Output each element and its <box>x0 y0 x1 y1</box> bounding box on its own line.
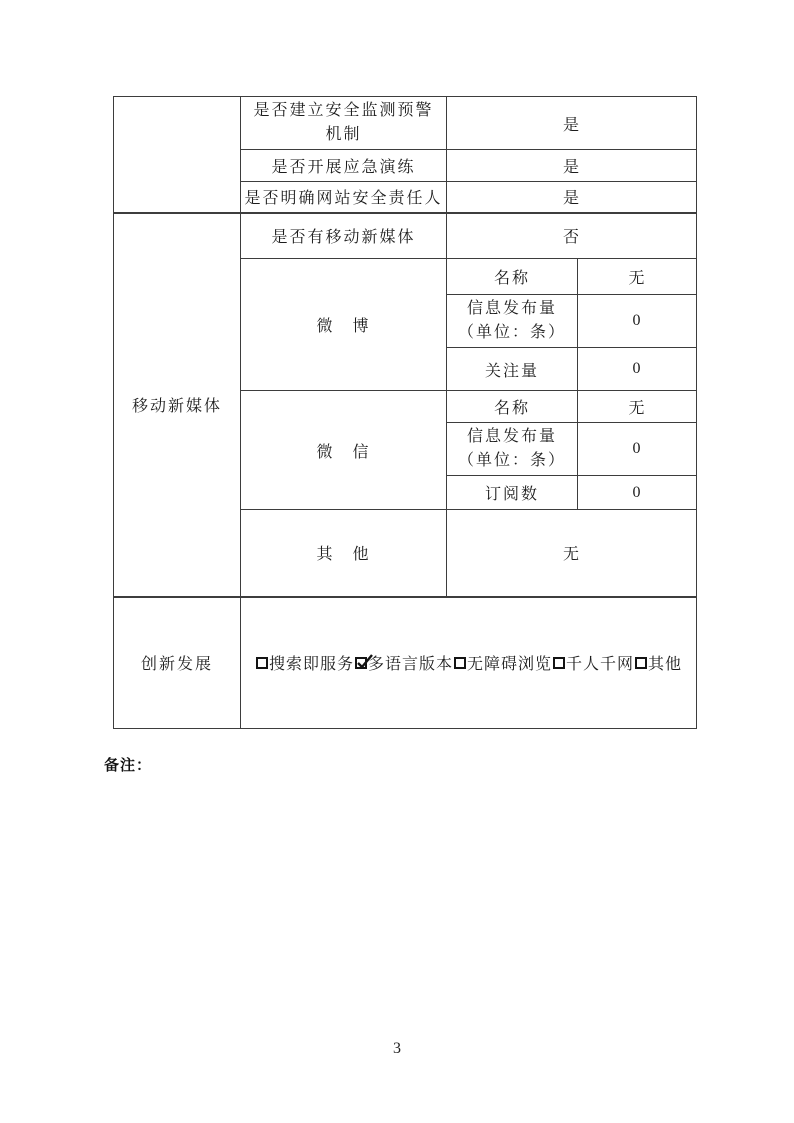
value-wechat-name: 无 <box>578 391 697 423</box>
checkbox-icon[interactable] <box>256 657 268 669</box>
innovation-option-label: 无障碍浏览 <box>467 656 553 674</box>
section-cell-empty <box>114 97 241 213</box>
cell-weibo-title: 微 博 <box>241 259 447 391</box>
label-wechat-subscribers: 订阅数 <box>447 476 578 510</box>
innovation-option-accessibility[interactable] <box>453 651 552 674</box>
checkbox-icon[interactable] <box>355 657 367 669</box>
value-emergency-drill: 是 <box>447 150 697 182</box>
label-weibo-name: 名称 <box>447 259 578 295</box>
value-weibo-followers: 0 <box>578 348 697 391</box>
cell-wechat-title: 微 信 <box>241 391 447 510</box>
value-weibo-post-volume: 0 <box>578 295 697 348</box>
value-wechat-post-volume: 0 <box>578 423 697 476</box>
innovation-option-label: 多语言版本 <box>367 656 453 674</box>
value-other-media: 无 <box>447 510 697 597</box>
innovation-option-label: 其他 <box>648 656 683 674</box>
label-weibo-post-volume-line1: 信息发布量 <box>466 300 557 317</box>
checkbox-icon[interactable] <box>553 657 565 669</box>
innovation-option-multilingual[interactable] <box>354 651 453 674</box>
cell-other-media-title: 其 他 <box>241 510 447 597</box>
cell-innovation-options <box>241 597 697 729</box>
section-cell-innovation: 创新发展 <box>114 597 241 729</box>
label-emergency-drill: 是否开展应急演练 <box>241 150 447 182</box>
section-cell-mobile-media: 移动新媒体 <box>114 213 241 597</box>
label-security-responsible-person: 是否明确网站安全责任人 <box>241 182 447 213</box>
annual-report-table <box>113 96 697 729</box>
label-wechat-post-volume-line2: （单位：条） <box>457 452 566 469</box>
label-wechat-name: 名称 <box>447 391 578 423</box>
page-number: 3 <box>393 1040 401 1057</box>
innovation-option-search-service[interactable] <box>255 651 354 674</box>
label-wechat-post-volume <box>447 423 578 476</box>
label-security-monitoring-line1: 是否建立安全监测预警 <box>253 102 434 119</box>
checkbox-icon[interactable] <box>454 657 466 669</box>
innovation-option-label: 千人千网 <box>566 656 635 674</box>
innovation-option-personalized[interactable] <box>552 651 634 674</box>
label-has-mobile-media: 是否有移动新媒体 <box>241 213 447 259</box>
value-wechat-subscribers: 0 <box>578 476 697 510</box>
value-security-monitoring: 是 <box>447 97 697 150</box>
label-security-monitoring <box>241 97 447 150</box>
checkmark-icon <box>355 653 373 671</box>
label-weibo-post-volume-line2: （单位：条） <box>457 324 566 341</box>
value-security-responsible-person: 是 <box>447 182 697 213</box>
innovation-option-other[interactable] <box>634 651 682 674</box>
value-has-mobile-media: 否 <box>447 213 697 259</box>
label-weibo-post-volume <box>447 295 578 348</box>
label-wechat-post-volume-line1: 信息发布量 <box>466 428 557 445</box>
innovation-options-row <box>244 651 693 674</box>
checkbox-icon[interactable] <box>635 657 647 669</box>
label-weibo-followers: 关注量 <box>447 348 578 391</box>
value-weibo-name: 无 <box>578 259 697 295</box>
innovation-option-label: 搜索即服务 <box>268 656 354 674</box>
remarks-label: 备注： <box>104 757 153 774</box>
label-security-monitoring-line2: 机制 <box>325 126 362 143</box>
